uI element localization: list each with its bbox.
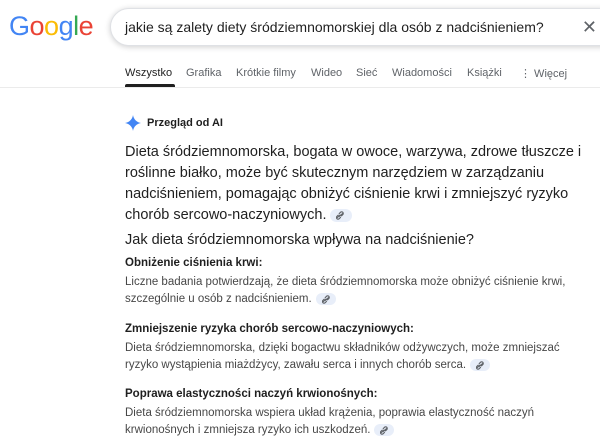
link-icon	[336, 211, 346, 220]
point-title: Poprawa elastyczności naczyń krwionośnych:	[125, 388, 378, 400]
tab-wiadomosci[interactable]: Wiadomości	[392, 67, 452, 79]
point-text	[125, 274, 593, 308]
active-tab-indicator	[125, 84, 175, 87]
source-link-button[interactable]	[316, 293, 336, 305]
close-icon[interactable]: ✕	[581, 17, 597, 37]
search-tabs	[0, 60, 600, 88]
point-text	[125, 405, 593, 439]
search-header	[0, 0, 600, 56]
ai-overview-header	[125, 114, 223, 132]
tab-krotkie-filmy[interactable]: Krótkie filmy	[236, 67, 296, 79]
search-input[interactable]: jakie są zalety diety śródziemnomorskiej dla osób z nadciśnieniem?	[125, 19, 544, 35]
tab-grafika[interactable]: Grafika	[186, 67, 222, 79]
google-logo[interactable]	[9, 10, 93, 42]
logo-letter: o	[29, 11, 45, 41]
logo-letter: o	[44, 11, 59, 41]
point-text-body: Dieta śródziemnomorska wspiera układ krążenia, poprawia elastyczność naczyń krwionośnych i zmniejsza ryzyko ich uszkodzeń.	[125, 407, 535, 436]
source-link-button[interactable]	[330, 209, 352, 222]
logo-letter: l	[73, 11, 79, 41]
tab-ksiazki[interactable]: Książki	[467, 67, 502, 79]
ai-summary-text: Dieta śródziemnomorska, bogata w owoce, warzywa, zdrowe tłuszcze i roślinne białko, może być skutecznym narzędziem w zarządzaniu nadciśnieniem, pomagając obniżyć ciśnienie krwi i zmniejszyć ryzyko chorób sercowo-naczyniowych.	[125, 144, 582, 223]
sparkle-icon	[125, 115, 141, 131]
ai-overview-title: Przegląd od AI	[147, 117, 223, 129]
link-icon	[476, 361, 486, 370]
ai-sub-heading: Jak dieta śródziemnomorska wpływa na nadciśnienie?	[125, 232, 474, 248]
point-title: Obniżenie ciśnienia krwi:	[125, 257, 263, 269]
source-link-button[interactable]	[374, 424, 394, 436]
tab-siec[interactable]: Sieć	[356, 67, 378, 79]
tab-wideo[interactable]: Wideo	[311, 67, 343, 79]
search-box[interactable]	[110, 8, 600, 46]
link-icon	[322, 295, 332, 304]
tab-wiecej[interactable]: ⋮ Więcej	[520, 68, 568, 80]
source-link-button[interactable]	[470, 359, 490, 371]
tab-wszystko[interactable]: Wszystko	[125, 67, 173, 79]
logo-letter: g	[58, 11, 74, 41]
logo-letter: e	[78, 11, 94, 41]
point-title: Zmniejszenie ryzyka chorób sercowo-naczyniowych:	[125, 323, 414, 335]
point-text	[125, 340, 593, 374]
point-text-body: Liczne badania potwierdzają, że dieta śródziemnomorska może obniżyć ciśnienie krwi, szczególnie u osób z nadciśnieniem.	[125, 276, 566, 305]
link-icon	[380, 426, 390, 435]
logo-letter: G	[9, 11, 30, 41]
point-text-body: Dieta śródziemnomorska, dzięki bogactwu składników odżywczych, może zmniejszać ryzyko wystąpienia miażdżycy, zawału serca i innych chorób serca.	[125, 342, 560, 371]
ai-summary	[125, 142, 587, 226]
